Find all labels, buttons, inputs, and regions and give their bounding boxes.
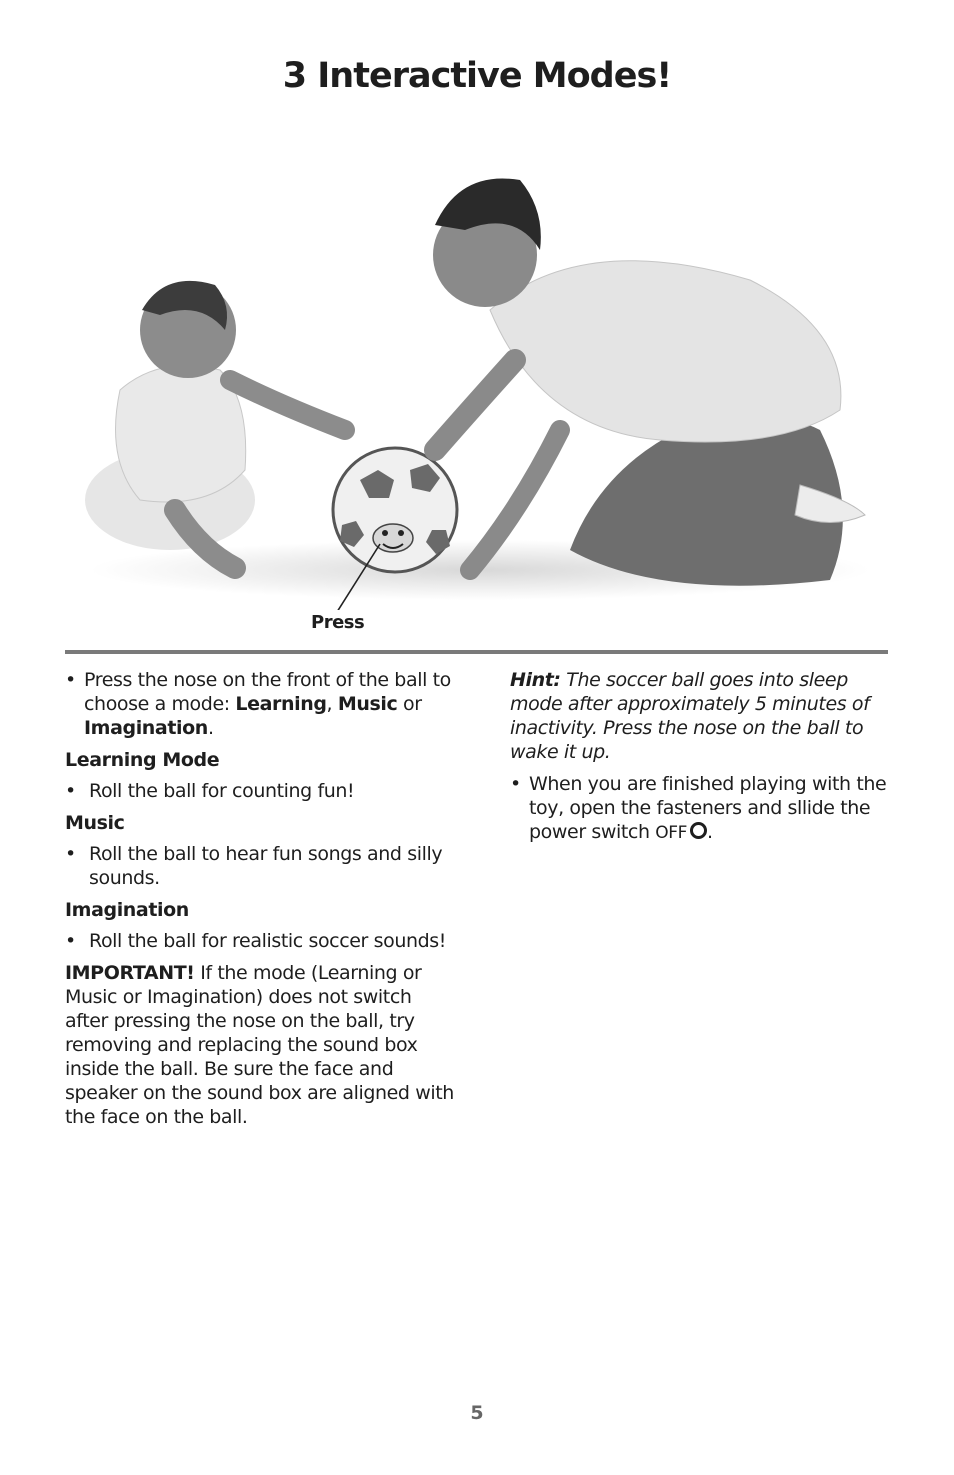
music-mode-bullet (65, 842, 455, 890)
mode-learning: Learning (235, 693, 327, 715)
imagination-mode-text: Roll the ball for realistic soccer sounds! (89, 930, 446, 952)
learning-mode-text: Roll the ball for counting fun! (89, 780, 355, 802)
intro-text: Press the nose on the front of the ball to choose a mode: Learning, Music or Imagination. (84, 669, 451, 739)
power-off-bullet (510, 772, 890, 845)
imagination-mode-heading: Imagination (65, 899, 189, 921)
learning-mode-bullet (65, 779, 455, 803)
left-column (65, 668, 455, 1129)
mode-music: Music (337, 693, 398, 715)
photo-mother-baby-ball (60, 130, 900, 610)
mother-figure (433, 178, 865, 585)
imagination-mode-bullet (65, 929, 455, 953)
learning-mode-heading: Learning Mode (65, 749, 220, 771)
hint-text: The soccer ball goes into sleep mode after approximately 5 minutes of inactivity. Press the nose on the ball to wake it up. (510, 669, 870, 763)
hint-label: Hint: (510, 669, 561, 691)
press-callout-label: Press (311, 612, 365, 633)
photo-illustration (60, 130, 900, 610)
power-off-circle-icon (690, 822, 707, 839)
right-column (510, 668, 890, 845)
important-text: If the mode (Learning or Music or Imagination) does not switch after pressing the nose on the ball, try removing and replacing the sound box inside the ball. Be sure the face and speaker on the sound box are aligned with the face on the ball. (65, 962, 454, 1128)
power-off-text: When you are finished playing with the toy, open the fasteners and sllide the power switch OFF . (529, 773, 887, 843)
important-note (65, 961, 455, 1129)
page-title: 3 Interactive Modes! (282, 56, 672, 96)
soccer-ball (333, 448, 457, 572)
baby-figure (85, 281, 345, 568)
important-label: IMPORTANT! (65, 962, 195, 984)
bullet-dot: • (65, 669, 76, 691)
section-divider (65, 650, 888, 654)
bullet-dot: • (65, 930, 76, 952)
intro-bullet (65, 668, 455, 740)
music-mode-text: Roll the ball to hear fun songs and silly sounds. (89, 843, 443, 889)
off-label: OFF (655, 823, 688, 843)
bullet-dot: • (510, 773, 521, 795)
page-number: 5 (470, 1402, 484, 1424)
bullet-dot: • (65, 780, 76, 802)
mode-imagination: Imagination (84, 717, 208, 739)
hint-note (510, 668, 890, 764)
bullet-dot: • (65, 843, 76, 865)
music-mode-heading: Music (65, 812, 125, 834)
